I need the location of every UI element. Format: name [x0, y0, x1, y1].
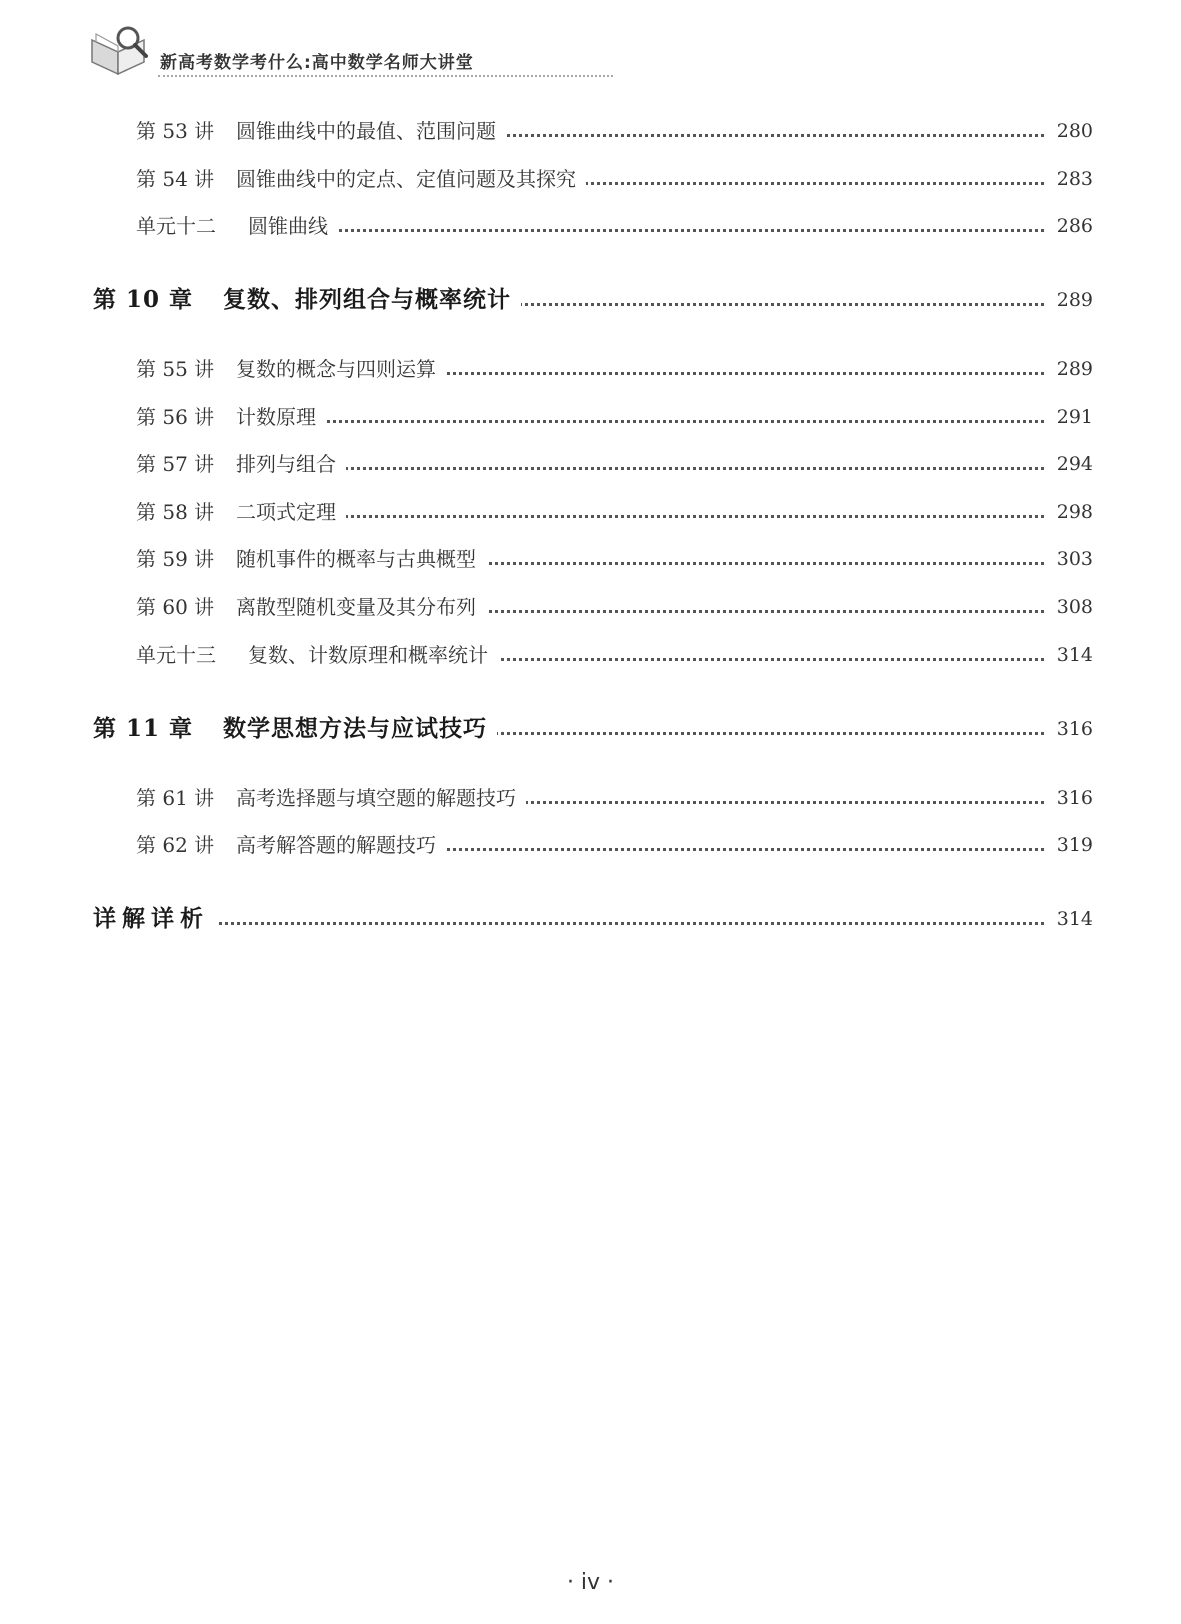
entry-heading — [136, 544, 486, 574]
entry-number: 单元十二 — [136, 214, 216, 238]
entry-number: 第 10 章 — [93, 286, 194, 313]
entry-heading — [136, 497, 346, 527]
book-magnifier-logo-icon — [88, 22, 152, 78]
entry-heading — [93, 904, 219, 934]
entry-heading — [136, 211, 338, 241]
toc-lecture-entry[interactable] — [0, 544, 1181, 574]
running-header — [88, 22, 528, 82]
entry-title: 数学思想方法与应试技巧 — [223, 715, 487, 742]
entry-number: 第 55 讲 — [136, 357, 215, 381]
entry-title: 排列与组合 — [236, 452, 336, 476]
header-divider — [158, 75, 613, 77]
entry-page-number: 319 — [1047, 830, 1093, 860]
entry-title: 复数、计数原理和概率统计 — [248, 643, 488, 667]
entry-page-number: 314 — [1047, 640, 1093, 670]
entry-number: 第 57 讲 — [136, 452, 215, 476]
entry-page-number: 298 — [1047, 497, 1093, 527]
toc-lecture-entry[interactable] — [0, 116, 1181, 146]
toc-unit-entry[interactable] — [0, 211, 1181, 241]
toc-lecture-entry[interactable] — [0, 592, 1181, 622]
entry-heading — [136, 830, 446, 860]
entry-page-number: 286 — [1047, 211, 1093, 241]
entry-number: 单元十三 — [136, 643, 216, 667]
entry-number: 第 56 讲 — [136, 405, 215, 429]
entry-heading — [93, 714, 497, 744]
entry-heading — [136, 164, 586, 194]
entry-page-number: 294 — [1047, 449, 1093, 479]
entry-page-number: 308 — [1047, 592, 1093, 622]
toc-lecture-entry[interactable] — [0, 830, 1181, 860]
entry-heading — [136, 354, 446, 384]
entry-title: 复数、排列组合与概率统计 — [223, 286, 511, 313]
entry-title: 随机事件的概率与古典概型 — [236, 547, 476, 571]
entry-page-number: 316 — [1047, 714, 1093, 744]
toc-lecture-entry[interactable] — [0, 783, 1181, 813]
entry-number: 第 11 章 — [93, 715, 194, 742]
entry-title: 复数的概念与四则运算 — [236, 357, 436, 381]
page-number: · iv · — [566, 1570, 615, 1595]
toc-lecture-entry[interactable] — [0, 449, 1181, 479]
entry-title: 二项式定理 — [236, 500, 336, 524]
entry-page-number: 289 — [1047, 285, 1093, 315]
entry-number: 第 54 讲 — [136, 167, 215, 191]
entry-page-number: 314 — [1047, 904, 1093, 934]
entry-title: 高考解答题的解题技巧 — [236, 833, 436, 857]
entry-number: 第 59 讲 — [136, 547, 215, 571]
entry-title: 离散型随机变量及其分布列 — [236, 595, 476, 619]
entry-title: 详解详析 — [93, 905, 209, 932]
entry-heading — [136, 592, 486, 622]
entry-title: 圆锥曲线中的定点、定值问题及其探究 — [236, 167, 576, 191]
entry-page-number: 291 — [1047, 402, 1093, 432]
toc-lecture-entry[interactable] — [0, 164, 1181, 194]
entry-heading — [136, 402, 326, 432]
entry-page-number: 289 — [1047, 354, 1093, 384]
toc-chapter-entry[interactable] — [0, 285, 1181, 315]
toc-lecture-entry[interactable] — [0, 497, 1181, 527]
entry-heading — [136, 783, 526, 813]
toc-chapter-entry[interactable] — [0, 714, 1181, 744]
toc-lecture-entry[interactable] — [0, 354, 1181, 384]
entry-page-number: 283 — [1047, 164, 1093, 194]
toc-chapter-entry[interactable] — [0, 904, 1181, 934]
toc-lecture-entry[interactable] — [0, 402, 1181, 432]
entry-heading — [93, 285, 521, 315]
entry-number: 第 62 讲 — [136, 833, 215, 857]
entry-title: 计数原理 — [236, 405, 316, 429]
dot-leader — [140, 922, 1051, 925]
entry-page-number: 316 — [1047, 783, 1093, 813]
entry-number: 第 61 讲 — [136, 786, 215, 810]
toc-unit-entry[interactable] — [0, 640, 1181, 670]
entry-number: 第 58 讲 — [136, 500, 215, 524]
entry-heading — [136, 116, 506, 146]
entry-heading — [136, 640, 498, 670]
entry-page-number: 280 — [1047, 116, 1093, 146]
entry-heading — [136, 449, 346, 479]
entry-title: 圆锥曲线 — [248, 214, 328, 238]
entry-title: 圆锥曲线中的最值、范围问题 — [236, 119, 496, 143]
header-title: 新高考数学考什么:高中数学名师大讲堂 — [160, 53, 474, 73]
entry-number: 第 53 讲 — [136, 119, 215, 143]
entry-title: 高考选择题与填空题的解题技巧 — [236, 786, 516, 810]
entry-number: 第 60 讲 — [136, 595, 215, 619]
entry-page-number: 303 — [1047, 544, 1093, 574]
